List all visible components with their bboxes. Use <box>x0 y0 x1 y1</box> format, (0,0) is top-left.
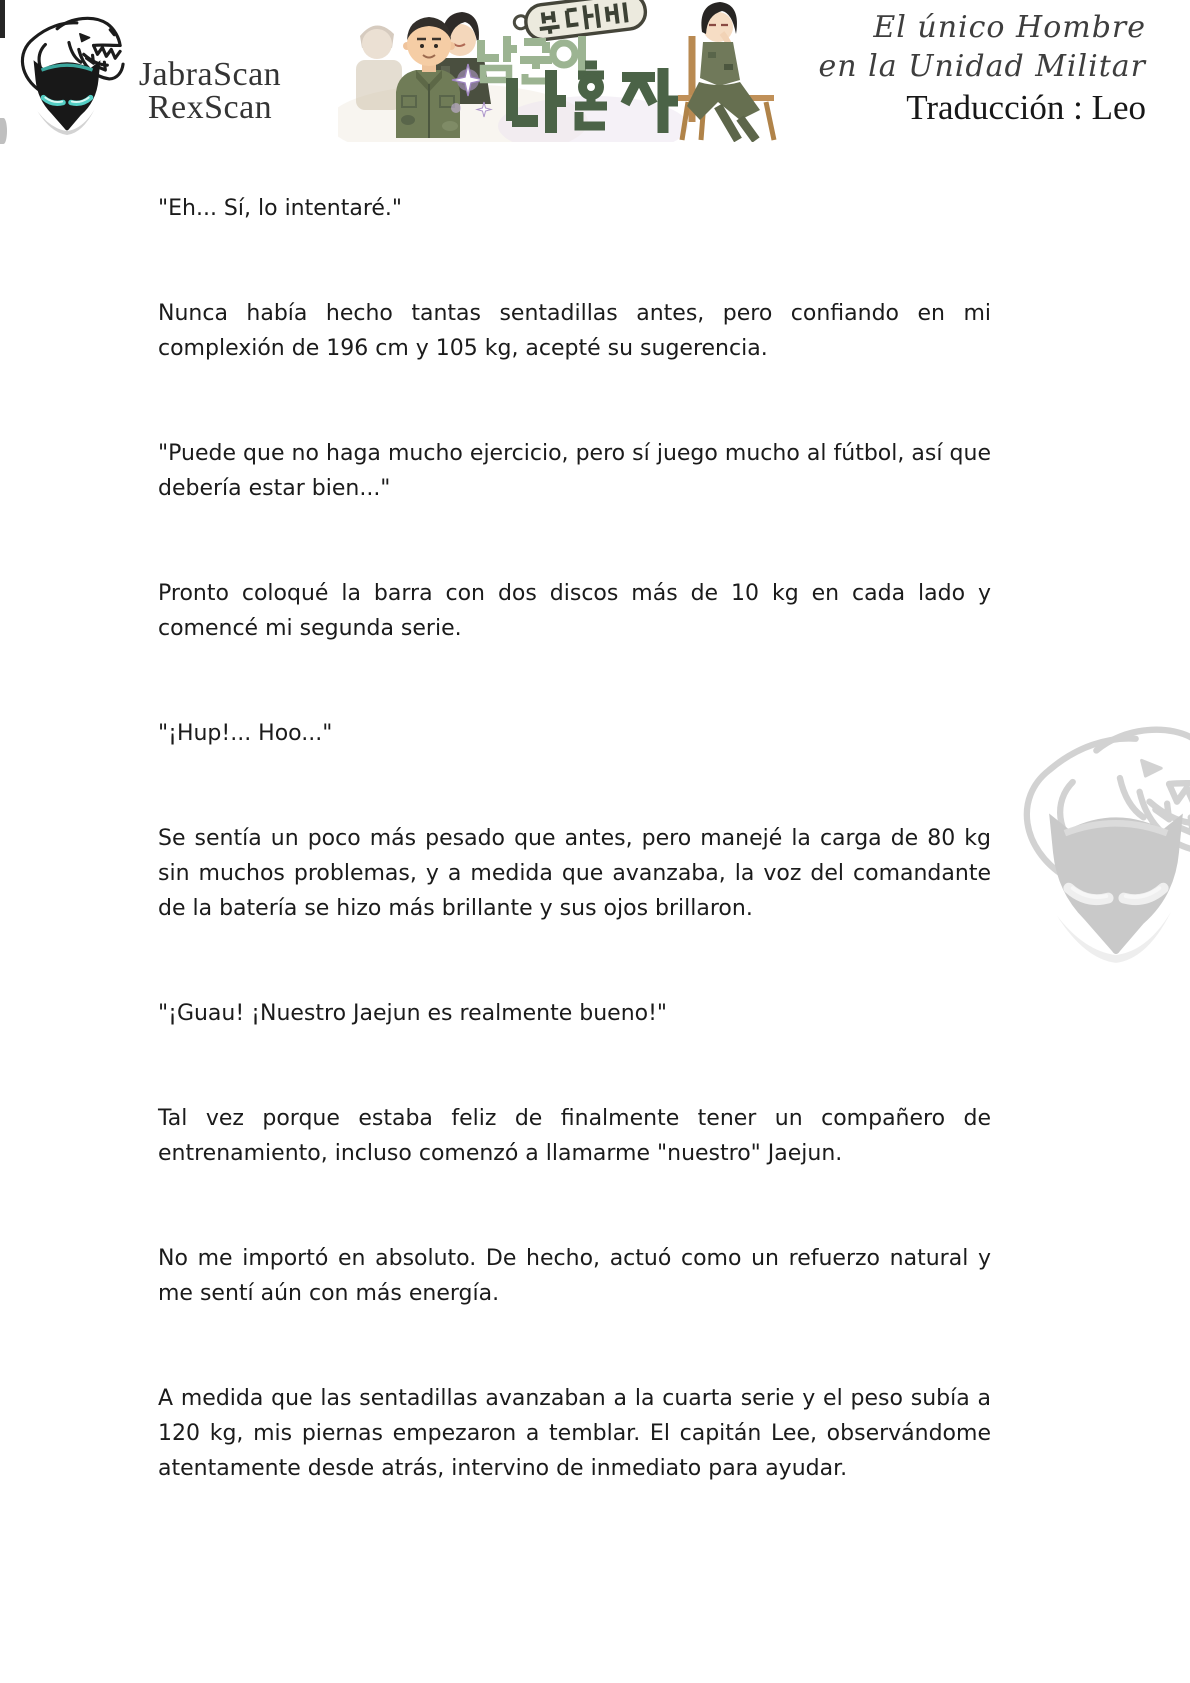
faded-figure <box>356 25 402 110</box>
body-paragraph: "¡Guau! ¡Nuestro Jaejun es realmente bueno!" <box>158 1001 668 1026</box>
body-paragraph: Se sentía un poco más pesado que antes, pero manejé la carga de 80 kg sin muchos problemas, y a medida que avanzaba, la voz del comandante de la batería se hizo más brillante y sus ojos brillaron. <box>158 826 991 921</box>
webtoon-cover-art <box>338 0 800 142</box>
body-paragraph: Nunca había hecho tantas sentadillas antes, pero confiando en mi complexión de 196 cm y 105 kg, acepté su sugerencia. <box>158 301 991 361</box>
main-soldier-figure <box>396 17 460 138</box>
body-paragraph: "¡Hup!... Hoo..." <box>158 721 333 746</box>
rexscan-logo-icon <box>8 8 126 140</box>
korean-subtitle-art <box>481 36 582 81</box>
body-paragraph: No me importó en absoluto. De hecho, actuó como un refuerzo natural y me sentí aún con más energía. <box>158 1246 991 1306</box>
rexscan-watermark-icon <box>998 710 1190 972</box>
scan-group-line2: RexScan <box>147 89 273 126</box>
story-text <box>158 191 991 1556</box>
body-paragraph: A medida que las sentadillas avanzaban a la cuarta serie y el peso subía a 120 kg, mis piernas empezaron a temblar. El capitán Lee, observándome atentamente desde atrás, intervino de inmediato para ayudar. <box>158 1386 991 1481</box>
body-paragraph: "Puede que no haga mucho ejercicio, pero sí juego mucho al fútbol, así que debería estar bien..." <box>158 441 991 501</box>
series-title-line1: El único Hombre <box>873 10 1146 45</box>
scan-edge-artifact <box>0 118 7 144</box>
series-title-line2: en la Unidad Militar <box>818 49 1146 84</box>
scan-edge-artifact <box>0 0 5 38</box>
body-paragraph: Pronto coloqué la barra con dos discos más de 10 kg en cada lado y comencé mi segunda serie. <box>158 581 991 641</box>
scan-group-line1: JabraScan <box>138 56 282 93</box>
body-paragraph: "Eh... Sí, lo intentaré." <box>158 196 403 221</box>
seated-woman-figure <box>678 2 774 140</box>
scan-group-name <box>126 58 294 124</box>
translator-credit: Traducción : Leo <box>906 88 1146 127</box>
translation-credits <box>819 8 1146 130</box>
body-paragraph: Tal vez porque estaba feliz de finalmente tener un compañero de entrenamiento, incluso comenzó a llamarme "nuestro" Jaejun. <box>158 1106 991 1166</box>
